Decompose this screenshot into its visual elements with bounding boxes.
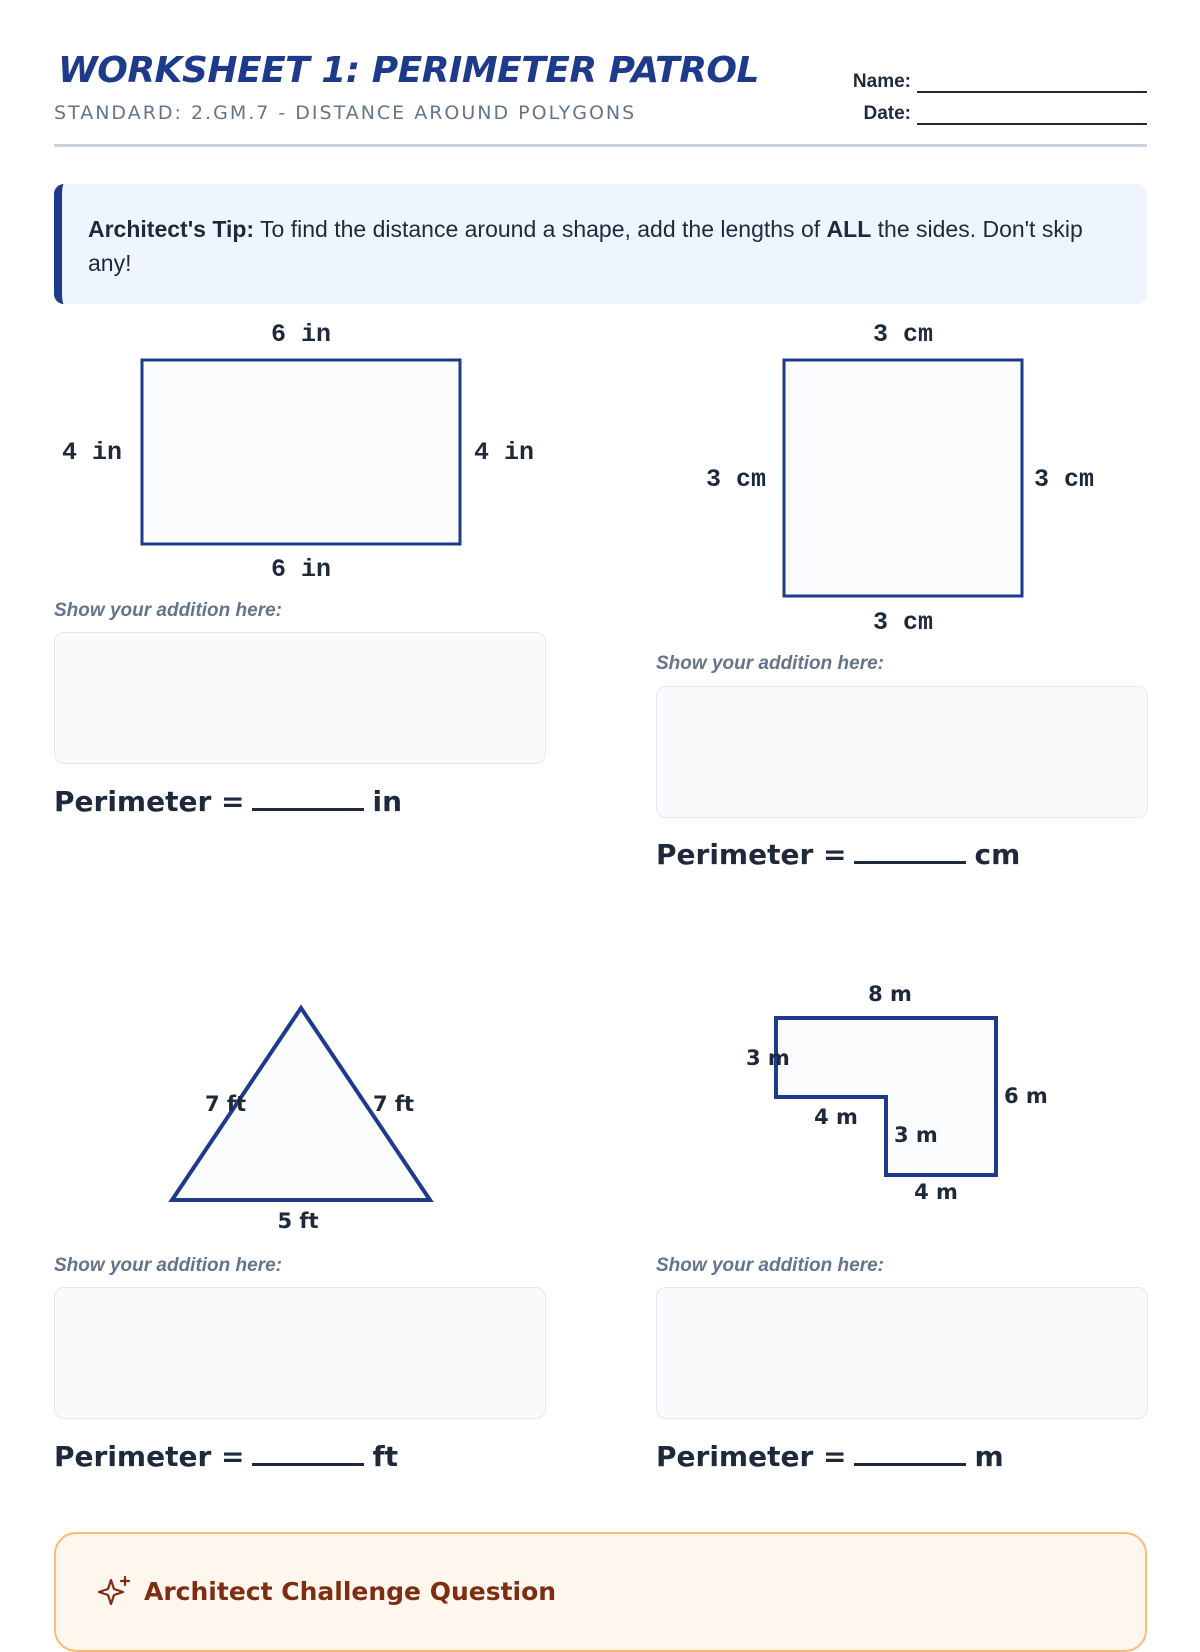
work-area-4[interactable] — [656, 1287, 1148, 1419]
perimeter-answer-4 — [656, 1440, 1004, 1473]
answer-blank-2[interactable] — [854, 839, 966, 864]
rectangle-figure — [54, 314, 554, 584]
l-shape — [776, 1018, 996, 1175]
tip-label: Architect's Tip: — [88, 216, 255, 242]
square-top-label: 3 cm — [872, 320, 934, 349]
perimeter-answer-1 — [54, 785, 402, 818]
triangle-left-label: 7 ft — [205, 1092, 247, 1116]
l-shape-top-label: 8 m — [868, 982, 912, 1006]
worksheet-header — [54, 50, 1147, 147]
work-area-2[interactable] — [656, 686, 1148, 818]
name-field[interactable] — [827, 61, 1147, 93]
rectangle-bottom-label: 6 in — [270, 555, 332, 584]
tip-emphasis: ALL — [826, 216, 872, 242]
l-shape-right-label: 6 m — [1004, 1084, 1048, 1108]
work-area-3[interactable] — [54, 1287, 546, 1419]
unit-3: ft — [372, 1440, 399, 1473]
answer-blank-1[interactable] — [252, 786, 364, 811]
perimeter-answer-3 — [54, 1440, 398, 1473]
square-figure — [690, 314, 1120, 637]
answer-blank-4[interactable] — [854, 1441, 966, 1466]
rectangle-left-label: 4 in — [62, 438, 123, 467]
perimeter-label-3: Perimeter = — [54, 1440, 245, 1473]
unit-1: in — [372, 785, 403, 818]
date-field[interactable] — [827, 93, 1147, 125]
triangle-figure — [160, 1000, 450, 1240]
challenge-box — [54, 1532, 1147, 1652]
work-prompt-3: Show your addition here: — [54, 1255, 283, 1276]
perimeter-label-1: Perimeter = — [54, 785, 245, 818]
square-bottom-label: 3 cm — [872, 608, 934, 637]
name-line[interactable] — [917, 71, 1147, 93]
tip-text-after: the sides. Don't skip any! — [88, 216, 1083, 276]
standard-subtitle: STANDARD: 2.GM.7 - DISTANCE AROUND POLYGONS — [54, 102, 637, 124]
tip-text-before: To find the distance around a shape, add the lengths of — [254, 216, 827, 242]
square-right-label: 3 cm — [1034, 465, 1095, 494]
work-prompt-2: Show your addition here: — [656, 653, 885, 674]
work-prompt-1: Show your addition here: — [54, 600, 283, 621]
perimeter-label-4: Perimeter = — [656, 1440, 847, 1473]
sparkle-icon — [98, 1576, 132, 1606]
work-area-1[interactable] — [54, 632, 546, 764]
l-shape-left-label: 3 m — [746, 1046, 790, 1070]
date-line[interactable] — [917, 103, 1147, 125]
perimeter-answer-2 — [656, 838, 1020, 871]
answer-blank-3[interactable] — [252, 1441, 364, 1466]
triangle-right-label: 7 ft — [373, 1092, 415, 1116]
l-shape-inner-vertical-label: 3 m — [894, 1123, 938, 1147]
rectangle-top-label: 6 in — [270, 320, 332, 349]
l-shape-inner-horizontal-label: 4 m — [814, 1105, 858, 1129]
square-left-label: 3 cm — [706, 465, 767, 494]
architect-tip-callout — [54, 184, 1147, 304]
student-fields — [827, 61, 1147, 125]
square-shape — [784, 360, 1022, 596]
work-prompt-4: Show your addition here: — [656, 1255, 885, 1276]
l-shape-figure — [740, 975, 1070, 1215]
triangle-bottom-label: 5 ft — [277, 1209, 319, 1233]
perimeter-label-2: Perimeter = — [656, 838, 847, 871]
challenge-title: Architect Challenge Question — [144, 1576, 557, 1606]
unit-2: cm — [974, 838, 1021, 871]
worksheet-title: WORKSHEET 1: PERIMETER PATROL — [58, 50, 759, 91]
rectangle-right-label: 4 in — [474, 438, 535, 467]
l-shape-bottom-label: 4 m — [914, 1180, 958, 1204]
date-label: Date: — [863, 103, 911, 124]
rectangle-shape — [142, 360, 460, 544]
name-label: Name: — [852, 71, 911, 92]
challenge-heading — [98, 1576, 556, 1606]
unit-4: m — [974, 1440, 1004, 1473]
